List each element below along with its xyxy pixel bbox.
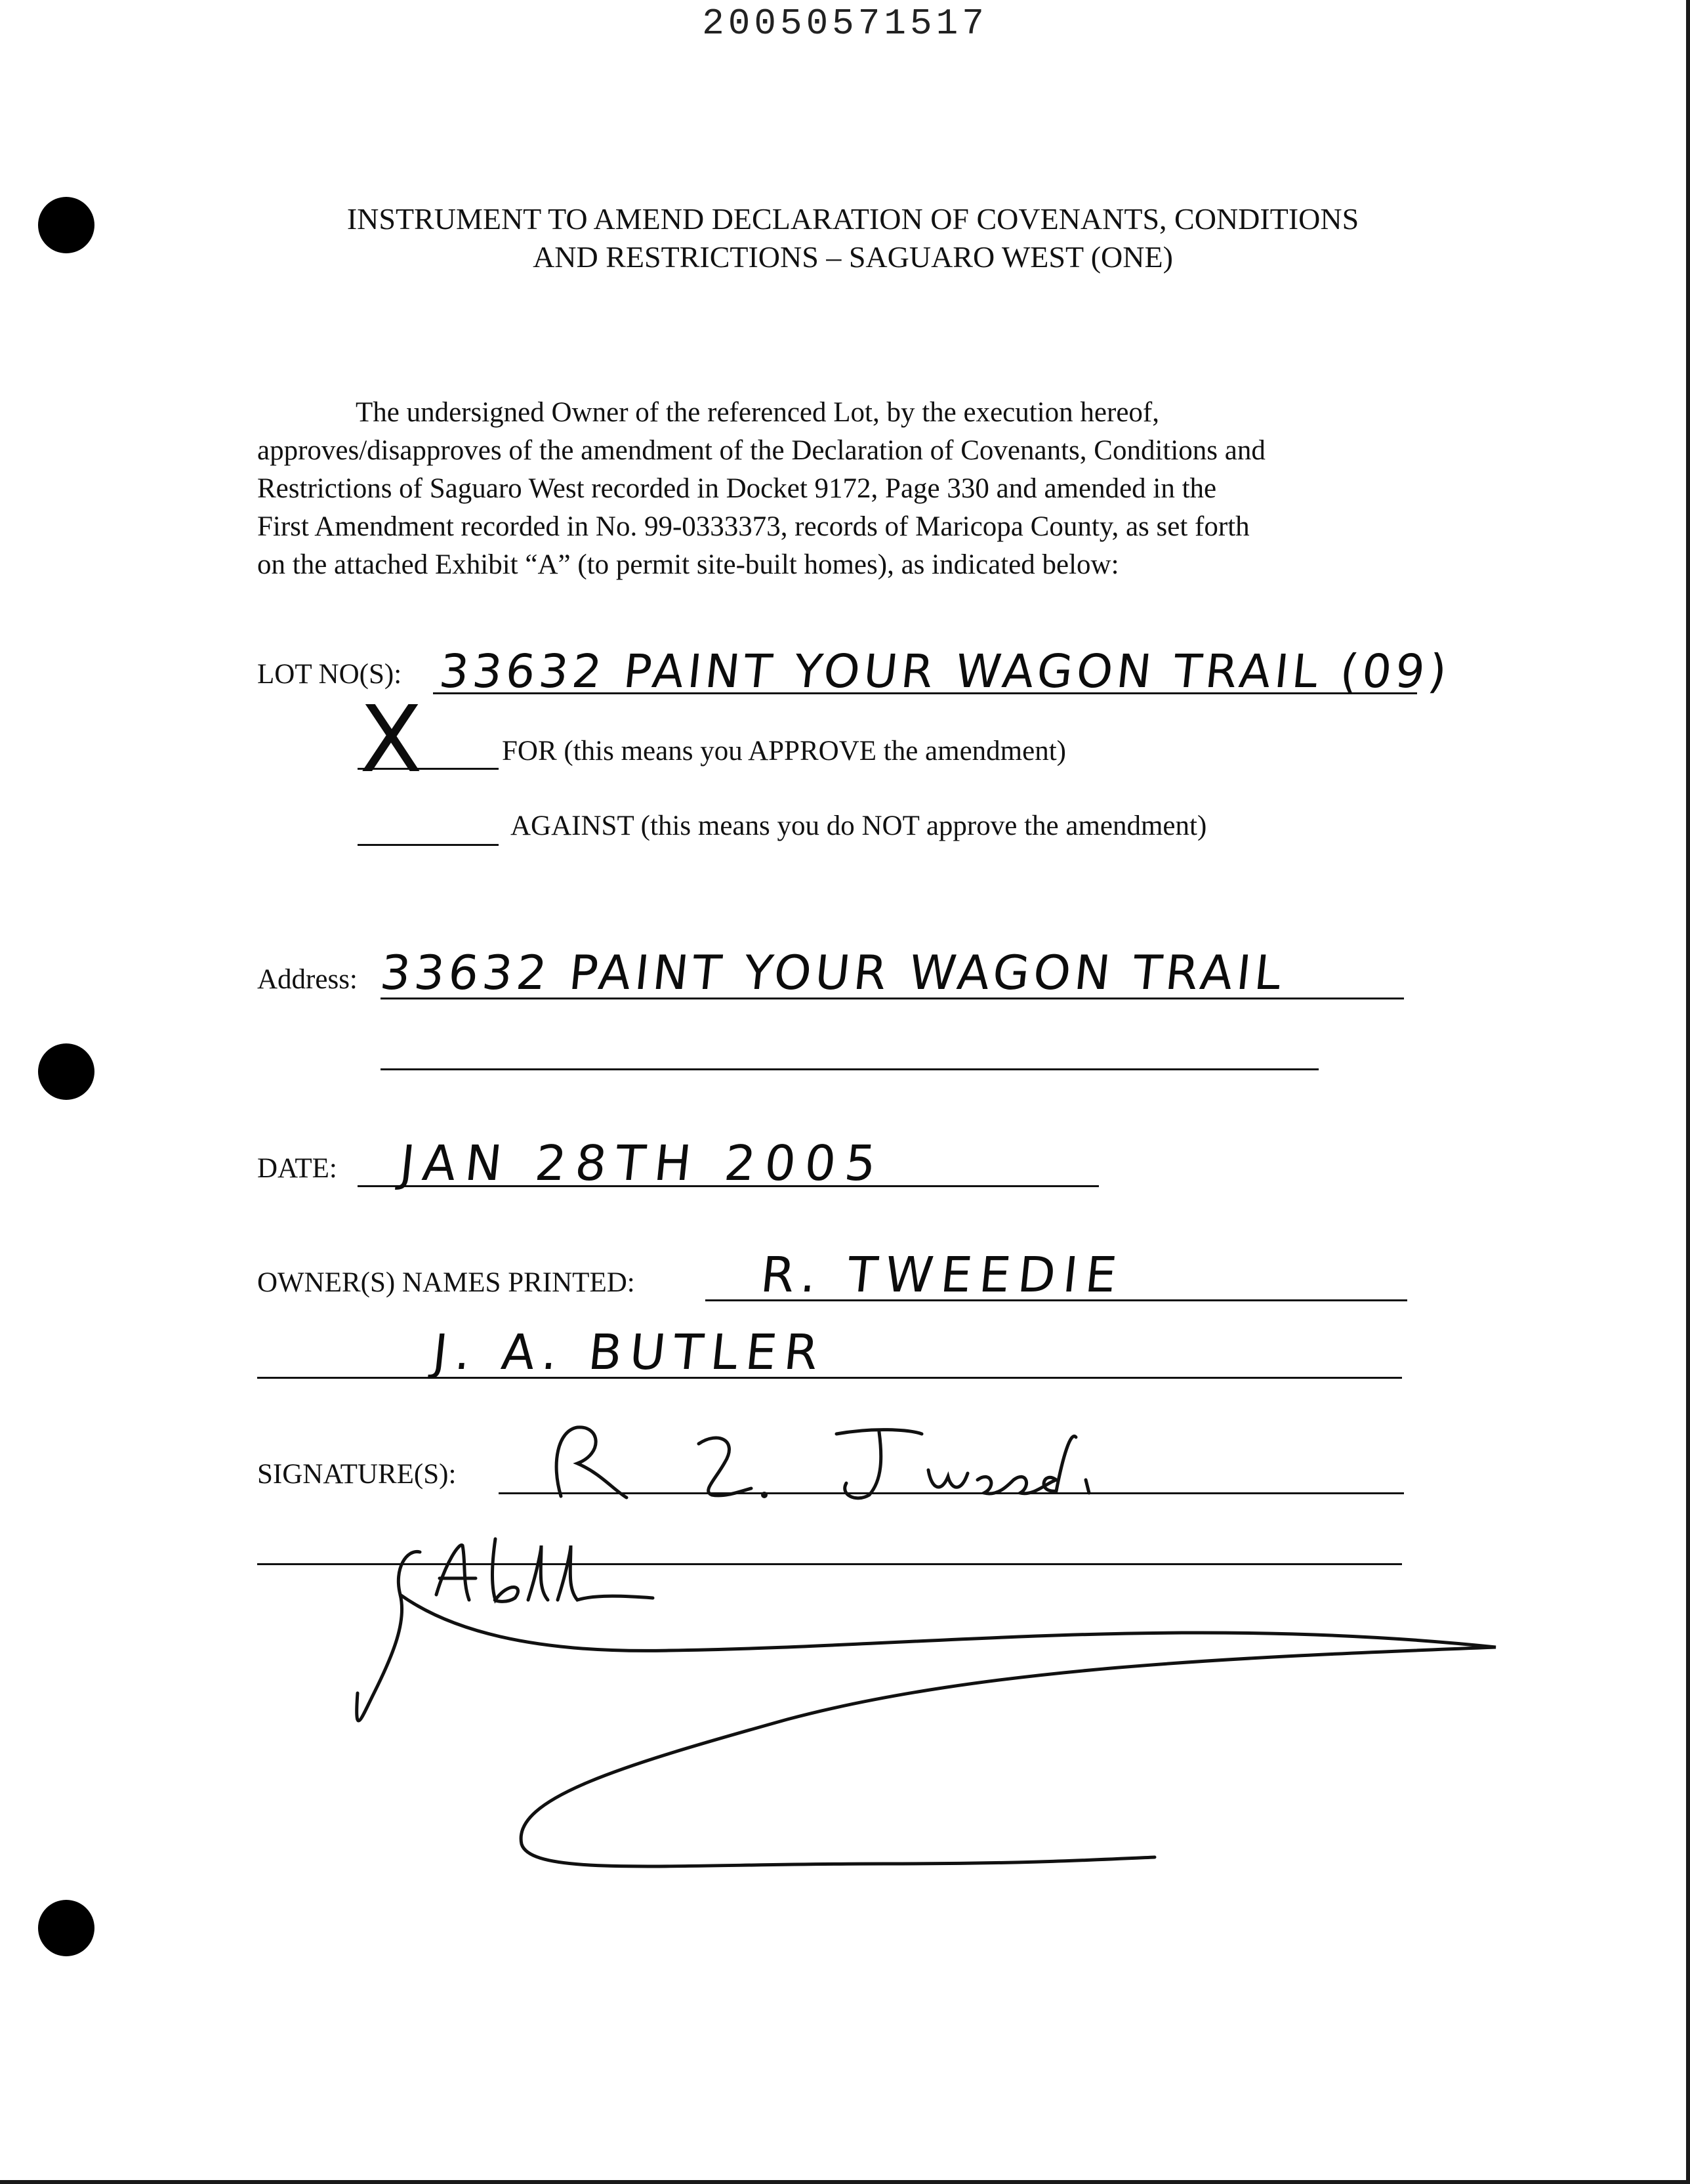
owner-name-2[interactable]: J. A. BUTLER [430,1324,829,1381]
body-line: approves/disapproves of the amendment of the Declaration of Covenants, Conditions and [257,435,1266,466]
punch-hole [38,1900,94,1956]
scan-border-bottom [0,2180,1690,2184]
date-value[interactable]: JAN 28TH 2005 [397,1135,888,1192]
punch-hole [38,1043,94,1100]
for-checkmark[interactable]: X [360,686,422,793]
scan-border-right [1686,0,1690,2184]
against-line [358,844,499,846]
owner-line-2 [257,1377,1402,1379]
lot-value[interactable]: 33632 PAINT YOUR WAGON TRAIL (09) [436,644,1454,698]
address-value[interactable]: 33632 PAINT YOUR WAGON TRAIL [377,945,1288,1000]
lot-label: LOT NO(S): [257,659,402,690]
against-label: AGAINST (this means you do NOT approve the amendment) [510,810,1207,841]
signature-2-mark [328,1522,1575,1916]
punch-hole [38,197,94,253]
body-paragraph [257,394,1451,584]
body-line: First Amendment recorded in No. 99-0333373, records of Maricopa County, as set forth [257,511,1250,542]
recording-number: 20050571517 [702,3,988,45]
body-line: Restrictions of Saguaro West recorded in Docket 9172, Page 330 and amended in the [257,473,1217,504]
document-title [197,200,1509,276]
title-line-2: AND RESTRICTIONS – SAGUARO WEST (ONE) [533,240,1173,274]
signature-1-mark [538,1418,1128,1509]
signatures-label: SIGNATURE(S): [257,1459,457,1490]
address-label: Address: [257,964,358,995]
body-line: The undersigned Owner of the referenced Lot, by the execution hereof, [356,397,1159,428]
owner-name-1[interactable]: R. TWEEDIE [758,1247,1127,1303]
body-line: on the attached Exhibit “A” (to permit site-built homes), as indicated below: [257,549,1119,580]
for-label: FOR (this means you APPROVE the amendment) [502,736,1066,766]
date-label: DATE: [257,1153,337,1184]
owners-label: OWNER(S) NAMES PRINTED: [257,1267,635,1298]
address-line-2 [381,1068,1319,1070]
title-line-1: INSTRUMENT TO AMEND DECLARATION OF COVENANTS, CONDITIONS [346,202,1359,236]
